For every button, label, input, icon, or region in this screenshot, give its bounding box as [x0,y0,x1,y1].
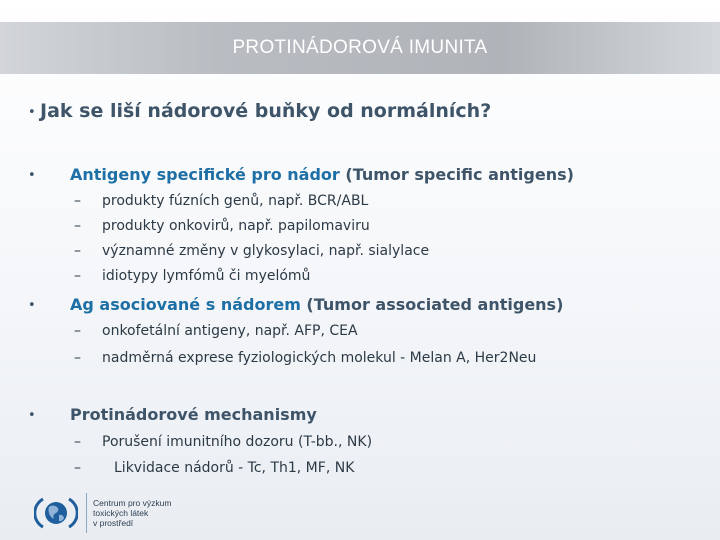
list-item-text: produkty fúzních genů, např. BCR/ABL [102,193,369,209]
bullet: • [28,408,36,423]
question-heading: Jak se liší nádorové buňky od normálních? [40,100,492,122]
list-item-text: Likvidace nádorů - Tc, Th1, MF, NK [114,460,355,476]
logo-line: Centrum pro výzkum [93,498,172,508]
list-item [74,460,354,476]
section-heading-rest: (Tumor specific antigens) [339,165,574,184]
logo-line: v prostředí [93,518,134,528]
logo-text [93,498,171,528]
dash: – [74,218,81,234]
bullet: • [28,105,36,120]
list-item [74,434,372,450]
section-heading-taa [70,295,563,314]
globe-logo-icon [34,493,78,533]
bullet: • [28,168,36,183]
recetox-logo [34,493,171,533]
section-heading-tsa [70,165,574,184]
list-item-text: významné změny v glykosylaci, např. sialylace [102,243,430,259]
list-item [74,193,368,209]
dash: – [74,243,81,259]
title-bar [0,22,720,74]
dash: – [74,434,81,450]
slide-title: PROTINÁDOROVÁ IMUNITA [232,37,488,58]
list-item [74,350,536,366]
dash: – [74,350,81,366]
list-item-text: idiotypy lymfómů či myelómů [102,268,311,284]
list-item-text: onkofetální antigeny, např. AFP, CEA [102,323,358,339]
dash: – [74,460,81,476]
section-heading-text: Protinádorové mechanismy [70,405,317,424]
dash: – [74,268,81,284]
list-item-text: Porušení imunitního dozoru (T-bb., NK) [102,434,373,450]
list-item-text: produkty onkovirů, např. papilomaviru [102,218,370,234]
list-item-text: nadměrná exprese fyziologických molekul - Melan A, Her2Neu [102,350,537,366]
bullet: • [28,298,36,313]
list-item [74,243,429,259]
section-heading-accent: Ag asociované s nádorem [70,295,301,314]
list-item [74,323,358,339]
section-heading-accent: Antigeny specifické pro nádor [70,165,340,184]
section-heading-mechanisms [70,405,317,424]
logo-line: toxických látek [93,508,149,518]
section-heading-rest: (Tumor associated antigens) [300,295,564,314]
dash: – [74,193,81,209]
list-item [74,218,370,234]
logo-separator [86,493,87,533]
list-item [74,268,310,284]
dash: – [74,323,81,339]
